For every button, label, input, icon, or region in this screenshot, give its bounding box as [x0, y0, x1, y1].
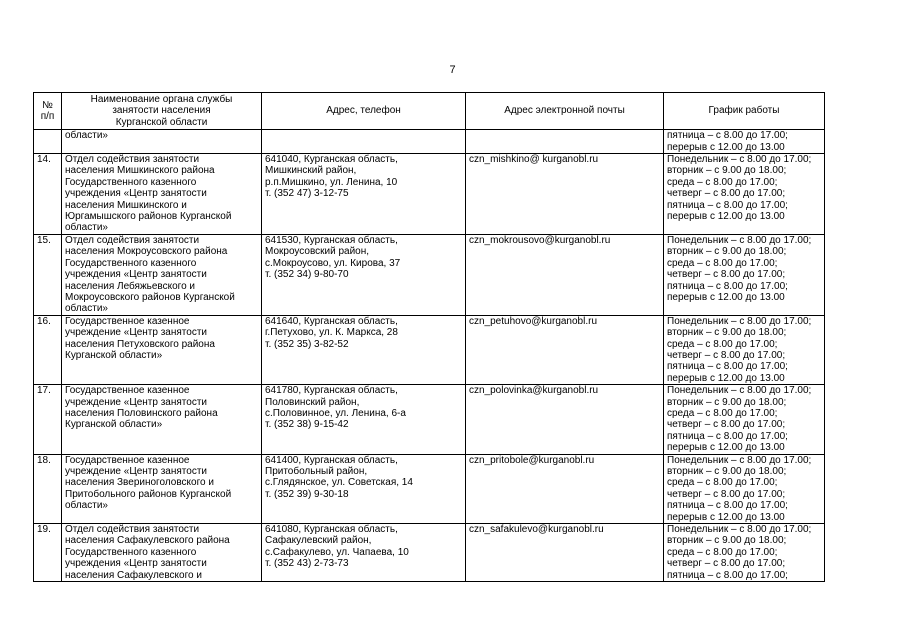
table-row-continuation	[34, 130, 825, 154]
cell-name: Государственное казенное учреждение «Центр занятости населения Звериноголовского и Притобольного районов Курганской области»	[62, 454, 262, 523]
cell-email: czn_petuhovo@kurganobl.ru	[466, 315, 664, 384]
header-name: Наименование органа службы занятости населения Курганской области	[62, 93, 262, 130]
cell-schedule: Понедельник – с 8.00 до 17.00; вторник – с 9.00 до 18.00; среда – с 8.00 до 17.00; четверг – с 8.00 до 17.00; пятница – с 8.00 до 17.00; перерыв с 12.00 до 13.00	[664, 154, 825, 235]
header-email: Адрес электронной почты	[466, 93, 664, 130]
cell-email: czn_safakulevo@kurganobl.ru	[466, 524, 664, 582]
cell-num: 17.	[34, 385, 62, 454]
cell-schedule: пятница – с 8.00 до 17.00; перерыв с 12.00 до 13.00	[664, 130, 825, 154]
cell-schedule: Понедельник – с 8.00 до 17.00; вторник – с 9.00 до 18.00; среда – с 8.00 до 17.00; четверг – с 8.00 до 17.00; пятница – с 8.00 до 17.00; перерыв с 12.00 до 13.00	[664, 454, 825, 523]
cell-name: области»	[62, 130, 262, 154]
cell-address: 641640, Курганская область, г.Петухово, ул. К. Маркса, 28 т. (352 35) 3-82-52	[262, 315, 466, 384]
cell-email	[466, 130, 664, 154]
cell-email: czn_polovinka@kurganobl.ru	[466, 385, 664, 454]
cell-schedule: Понедельник – с 8.00 до 17.00; вторник – с 9.00 до 18.00; среда – с 8.00 до 17.00; четверг – с 8.00 до 17.00; пятница – с 8.00 до 17.00; перерыв с 12.00 до 13.00	[664, 315, 825, 384]
cell-num: 15.	[34, 234, 62, 315]
cell-name: Государственное казенное учреждение «Центр занятости населения Петуховского района Курганской области»	[62, 315, 262, 384]
table-row	[34, 234, 825, 315]
cell-name: Отдел содействия занятости населения Сафакулевского района Государственного казенного учреждения «Центр занятости населения Сафакулевского и	[62, 524, 262, 582]
cell-email: czn_mishkino@ kurganobl.ru	[466, 154, 664, 235]
table-row	[34, 385, 825, 454]
cell-address	[262, 130, 466, 154]
page-number: 7	[449, 64, 456, 76]
employment-offices-table	[33, 92, 825, 582]
cell-address: 641530, Курганская область, Мокроусовский район, с.Мокроусово, ул. Кирова, 37 т. (352 34) 9-80-70	[262, 234, 466, 315]
header-num: № п/п	[34, 93, 62, 130]
cell-schedule: Понедельник – с 8.00 до 17.00; вторник – с 9.00 до 18.00; среда – с 8.00 до 17.00; четверг – с 8.00 до 17.00; пятница – с 8.00 до 17.00; перерыв с 12.00 до 13.00	[664, 385, 825, 454]
cell-num: 14.	[34, 154, 62, 235]
cell-address: 641400, Курганская область, Притобольный район, с.Глядянское, ул. Советская, 14 т. (352 39) 9-30-18	[262, 454, 466, 523]
cell-num: 19.	[34, 524, 62, 582]
cell-num	[34, 130, 62, 154]
table-row	[34, 524, 825, 582]
table-header-row	[34, 93, 825, 130]
cell-name: Отдел содействия занятости населения Мишкинского района Государственного казенного учреждения «Центр занятости населения Мишкинского и Юргамышского районов Курганской области»	[62, 154, 262, 235]
table-row	[34, 454, 825, 523]
cell-schedule: Понедельник – с 8.00 до 17.00; вторник – с 9.00 до 18.00; среда – с 8.00 до 17.00; четверг – с 8.00 до 17.00; пятница – с 8.00 до 17.00; перерыв с 12.00 до 13.00	[664, 234, 825, 315]
header-schedule: График работы	[664, 93, 825, 130]
cell-num: 18.	[34, 454, 62, 523]
cell-name: Государственное казенное учреждение «Центр занятости населения Половинского района Курганской области»	[62, 385, 262, 454]
cell-address: 641080, Курганская область, Сафакулевский район, с.Сафакулево, ул. Чапаева, 10 т. (352 43) 2-73-73	[262, 524, 466, 582]
cell-email: czn_pritobole@kurganobl.ru	[466, 454, 664, 523]
cell-address: 641040, Курганская область, Мишкинский район, р.п.Мишкино, ул. Ленина, 10 т. (352 47) 3-12-75	[262, 154, 466, 235]
table-row	[34, 315, 825, 384]
cell-name: Отдел содействия занятости населения Мокроусовского района Государственного казенного учреждения «Центр занятости населения Лебяжьевского и Мокроусовского районов Курганской области»	[62, 234, 262, 315]
cell-schedule: Понедельник – с 8.00 до 17.00; вторник – с 9.00 до 18.00; среда – с 8.00 до 17.00; четверг – с 8.00 до 17.00; пятница – с 8.00 до 17.00;	[664, 524, 825, 582]
table-row	[34, 154, 825, 235]
cell-num: 16.	[34, 315, 62, 384]
cell-address: 641780, Курганская область, Половинский район, с.Половинное, ул. Ленина, 6-а т. (352 38) 9-15-42	[262, 385, 466, 454]
header-address: Адрес, телефон	[262, 93, 466, 130]
cell-email: czn_mokrousovo@kurganobl.ru	[466, 234, 664, 315]
